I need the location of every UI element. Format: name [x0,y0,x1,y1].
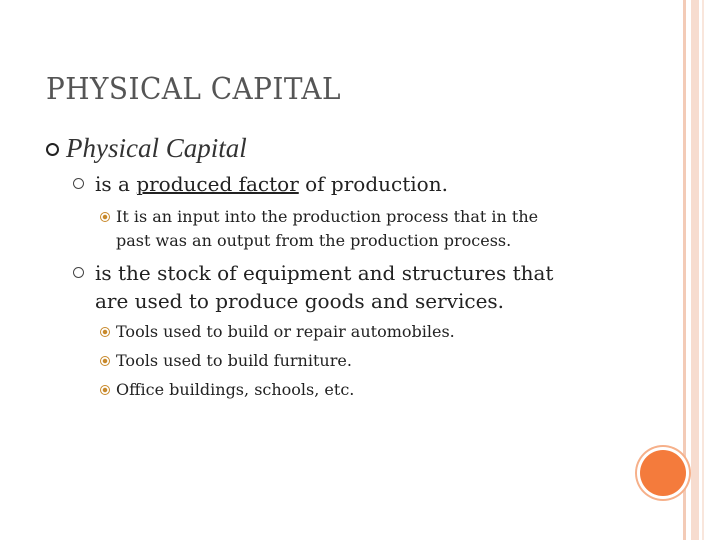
point1-suffix: of production. [298,172,448,196]
level2-text-line [95,172,448,196]
level2-text-line-2: are used to produce goods and services. [95,289,505,313]
level1-heading: Physical Capital [66,133,247,163]
circle-bullet-icon [100,356,110,366]
level3-text: Tools used to build or repair automobiles. [116,322,455,341]
level3-text-line-1: It is an input into the production process that in the [116,207,539,226]
decorative-orange-circle [640,450,686,496]
point1-prefix: is a [95,172,137,196]
level2-text-line-1: is the stock of equipment and structures that [95,261,554,285]
point1-emphasis: produced factor [136,172,299,196]
circle-bullet-icon [46,143,59,156]
filled-circle-bullet-icon [73,178,84,189]
level3-text-line-2: past was an output from the production process. [116,231,512,250]
right-border-edge [702,0,704,540]
filled-circle-bullet-icon [73,267,84,278]
circle-bullet-icon [100,385,110,395]
slide-title: PHYSICAL CAPITAL [46,72,342,107]
level1-item-physical-capital [46,133,247,164]
level3-text: Tools used to build furniture. [116,351,352,370]
level3-text: Office buildings, schools, etc. [116,380,355,399]
circle-bullet-icon [100,327,110,337]
circle-bullet-icon [100,212,110,222]
right-border-band [691,0,699,540]
right-border-decoration [683,0,686,540]
